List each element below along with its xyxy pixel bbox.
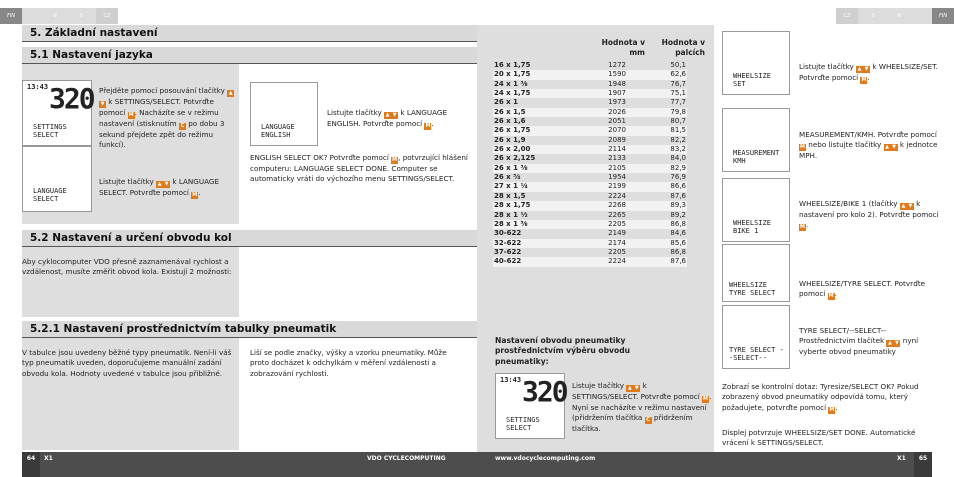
text-tyre-select: TYRE SELECT/--SELECT-- Prostřednictvím tlačítek ▲ ▼ nyní vyberte obvod pneumatiky — [799, 326, 919, 357]
table-row — [493, 164, 687, 173]
m-key-icon: M — [861, 77, 867, 83]
value-inch-cell: 79,8 — [627, 108, 687, 117]
tyre-size-cell: 26 x ³⁄₄ — [494, 173, 521, 182]
up-key-icon: ▲ — [901, 203, 906, 209]
table-row — [493, 201, 687, 210]
table-row — [493, 98, 687, 107]
table-row — [493, 182, 687, 191]
down-key-icon: ▼ — [164, 181, 169, 187]
value-mm-cell: 2105 — [567, 164, 627, 173]
value-mm-cell: 2199 — [567, 182, 627, 191]
down-key-icon: ▼ — [895, 340, 899, 347]
down-key-icon: ▼ — [908, 203, 913, 209]
value-mm-cell: 1948 — [608, 79, 626, 88]
up-key-icon: ▲ — [857, 66, 862, 72]
value-mm-cell: 2265 — [608, 210, 626, 219]
table-row — [493, 70, 687, 79]
tyre-size-table — [493, 61, 687, 267]
up-key-icon: ▲ — [888, 340, 892, 347]
footer-brand: VDO CYCLECOMPUTING — [367, 455, 446, 462]
table-row — [493, 126, 687, 135]
value-inch-cell: 82,9 — [627, 164, 687, 173]
m-key-icon: M — [392, 157, 398, 163]
table-row — [493, 220, 687, 229]
tyre-size-cell: 26 x 2,125 — [494, 154, 536, 163]
value-inch-cell: 86,8 — [670, 247, 686, 256]
text-wheelsize-tyre: WHEELSIZE/TYRE SELECT. Potvrďte pomocí M. — [799, 279, 926, 300]
section-5-2-1-heading: 5.2.1 Nastavení prostřednictvím tabulky pneumatik — [22, 321, 477, 338]
value-mm-cell: 2205 — [608, 247, 626, 256]
tab-s[interactable]: S — [79, 13, 83, 19]
down-key-icon: ▼ — [864, 66, 869, 72]
lcd-language-select: LANGUAGE SELECT — [22, 146, 92, 212]
table-row — [493, 248, 687, 257]
value-mm-cell: 1954 — [608, 173, 626, 182]
text-english-select-ok: ENGLISH SELECT OK? Potvrďte pomocí M, potvrzující hlášení computeru: LANGUAGE SELECT DONE. Computer se automaticky vrátí do výchozího menu SETTINGS/SELECT. — [250, 153, 468, 184]
tyre-size-cell: 20 x 1,75 — [493, 70, 567, 79]
tab-cz-right[interactable]: CZ — [836, 8, 858, 24]
text-language-english: Listujte tlačítky ▲ ▼ k LANGUAGE ENGLISH. Potvrďte pomocí M. — [327, 108, 448, 129]
language-tab-bar — [0, 8, 118, 24]
table-header-inch: Hodnota v palcích — [661, 38, 705, 57]
up-key-icon: ▲ — [885, 144, 890, 151]
down-key-icon: ▼ — [634, 385, 639, 391]
footer-url: www.vdocyclecomputing.com — [495, 455, 596, 462]
m-key-icon: M — [800, 224, 805, 231]
m-key-icon: M — [192, 192, 198, 198]
m-key-icon: M — [703, 396, 709, 402]
text-wheelsize-done: Displej potvrzuje WHEELSIZE/SET DONE. Automatické vrácení k SETTINGS/SELECT. — [722, 428, 916, 448]
tyre-size-cell: 40-622 — [493, 257, 567, 266]
c-key-icon: C — [180, 123, 185, 129]
tyre-size-cell: 27 x 1 ¹⁄₄ — [493, 182, 567, 191]
up-key-icon: ▲ — [627, 385, 632, 391]
down-key-icon: ▼ — [392, 112, 397, 118]
tyre-size-cell: 26 x 2,00 — [493, 145, 567, 154]
tyre-size-cell: 28 x 1,75 — [493, 201, 567, 210]
tyre-size-cell: 37-622 — [494, 247, 522, 256]
table-row — [493, 136, 687, 145]
table-row — [493, 229, 687, 238]
tyre-size-cell: 28 x 1 ⁵⁄₈ — [493, 220, 567, 229]
value-inch-cell: 62,6 — [627, 70, 687, 79]
value-mm-cell: 1590 — [567, 70, 627, 79]
table-row — [493, 80, 687, 89]
table-row — [493, 173, 687, 182]
left-page-number: 64 — [22, 452, 40, 477]
tab-n[interactable]: N — [53, 13, 57, 19]
value-inch-cell: 82,2 — [670, 135, 686, 144]
value-inch-cell: 83,2 — [627, 145, 687, 154]
tab-fin-right[interactable]: FIN — [932, 8, 954, 24]
tyre-size-cell: 26 x 1,9 — [494, 135, 526, 144]
table-row — [493, 108, 687, 117]
table-row — [493, 154, 687, 163]
value-inch-cell: 89,3 — [627, 201, 687, 210]
lcd-wheelsize-tyre: WHEELSIZE TYRE SELECT — [722, 244, 790, 302]
value-mm-cell: 2149 — [608, 229, 626, 238]
value-inch-cell: 85,6 — [627, 239, 687, 248]
value-inch-cell: 84,0 — [670, 154, 686, 163]
value-mm-cell: 1272 — [608, 61, 626, 69]
value-inch-cell: 80,7 — [670, 117, 686, 126]
value-inch-cell: 86,6 — [627, 182, 687, 191]
value-inch-cell: 75,1 — [627, 89, 687, 98]
table-header-mm: Hodnota v mm — [601, 38, 645, 57]
value-inch-cell: 87,6 — [627, 257, 687, 266]
value-inch-cell: 76,7 — [670, 79, 686, 88]
value-inch-cell: 84,6 — [670, 229, 686, 238]
table-row — [493, 61, 687, 70]
tyre-size-cell: 30-622 — [494, 229, 522, 238]
value-mm-cell: 2268 — [567, 201, 627, 210]
right-page — [477, 0, 954, 477]
lcd-wheelsize-set: WHEELSIZE SET — [722, 31, 790, 95]
text-settings-select: Přejděte pomocí posouvání tlačítky ▲▼ k SETTINGS/SELECT. Potvrďte pomocí M. Nacházíte se v režimu nastavení (stisknutím C po dobu 3 sekund přejdete zpět do režimu funkcí). — [99, 86, 233, 150]
text-tyre-variation: Liší se podle značky, výšky a vzorku pneumatiky. Může proto docházet k odchylkám v měření vzdálenosti a zobrazování rychlosti. — [250, 348, 447, 378]
tyre-size-cell: 26 x 1,5 — [493, 108, 567, 117]
right-page-number: 65 — [914, 452, 932, 477]
m-key-icon: M — [828, 293, 834, 300]
text-wheel-intro: Aby cyklocomputer VDO přesně zaznamenával rychlost a vzdálenost, musíte změřit obvod kola. Existují 2 možnosti: — [22, 257, 232, 277]
value-inch-cell: 77,7 — [670, 98, 686, 107]
tyre-size-cell: 26 x 1,6 — [494, 117, 526, 126]
section-5-2-heading: 5.2 Nastavení a určení obvodu kol — [22, 230, 477, 247]
lcd-measurement-kmh: MEASUREMENT KMH — [722, 108, 790, 172]
section-5-1-heading: 5.1 Nastavení jazyka — [22, 47, 477, 64]
value-inch-cell: 50,1 — [670, 61, 686, 69]
value-inch-cell: 89,2 — [670, 210, 686, 219]
m-key-icon: M — [128, 112, 134, 118]
table-row — [493, 257, 687, 266]
table-row — [493, 89, 687, 98]
value-mm-cell: 2089 — [608, 135, 626, 144]
lcd-settings-select-right: 13:43 320 SETTINGS SELECT — [495, 373, 565, 439]
text-wheelsize-bike1: WHEELSIZE/BIKE 1 (tlačítky ▲ ▼ k nastavení pro kolo 2). Potvrďte pomocí M. — [799, 199, 939, 231]
lcd-language-english: LANGUAGE ENGLISH — [250, 82, 318, 146]
value-inch-cell: 81,5 — [627, 126, 687, 135]
right-footer — [477, 452, 932, 477]
lcd-settings-select: 13:43 320 SETTINGS SELECT — [22, 80, 92, 146]
up-key-icon: ▲ — [385, 112, 390, 118]
tyre-select-heading: Nastavení obvodu pneumatiky prostřednictvím výběru obvodu pneumatiky: — [495, 336, 631, 366]
value-mm-cell: 2026 — [567, 108, 627, 117]
language-tab-bar-right — [836, 8, 954, 24]
text-tyresize-confirm: Zobrazí se kontrolní dotaz: Tyresize/SELECT OK? Pokud zobrazený obvod pneumatiky odpovídá tomu, který požadujete, potvrďte pomocí M. — [722, 382, 919, 413]
value-mm-cell: 2133 — [608, 154, 626, 163]
value-inch-cell: 86,8 — [627, 220, 687, 229]
tyre-size-cell: 26 x 1 ³⁄₈ — [493, 164, 567, 173]
value-mm-cell: 2114 — [567, 145, 627, 154]
table-row — [493, 239, 687, 248]
lcd-wheelsize-bike1: WHEELSIZE BIKE 1 — [722, 178, 790, 242]
value-inch-cell: 76,9 — [670, 173, 686, 182]
value-mm-cell: 2205 — [567, 220, 627, 229]
tab-s-right[interactable]: S — [871, 13, 875, 19]
text-wheelsize-set: Listujte tlačítky ▲ ▼ k WHEELSIZE/SET. Potvrďte pomocí M. — [799, 62, 938, 83]
value-mm-cell: 2051 — [608, 117, 626, 126]
tyre-size-cell: 28 x 1,5 — [494, 191, 526, 200]
table-row — [493, 211, 687, 220]
tab-cz[interactable]: CZ — [96, 8, 118, 24]
text-measurement-kmh: MEASUREMENT/KMH. Potvrďte pomocí M nebo listujte tlačítky ▲ ▼ k jednotce MPH. — [799, 130, 938, 161]
m-key-icon: M — [800, 144, 805, 151]
table-row — [493, 117, 687, 126]
left-model: X1 — [44, 455, 53, 462]
down-key-icon: ▼ — [892, 144, 897, 151]
table-row — [493, 145, 687, 154]
up-key-icon: ▲ — [228, 90, 233, 96]
up-key-icon: ▲ — [157, 181, 162, 187]
lcd-tyre-select: TYRE SELECT --SELECT-- — [722, 305, 790, 369]
m-key-icon: M — [425, 123, 431, 129]
table-row — [493, 192, 687, 201]
m-key-icon: M — [829, 406, 835, 413]
value-mm-cell: 2174 — [567, 239, 627, 248]
text-tyre-table-intro: V tabulce jsou uvedeny běžné typy pneumatik. Není-li váš typ pneumatik uveden, doporučujeme manuální zadání obvodu kola. Hodnoty uvedené v tabulce jsou přibližné. — [22, 348, 232, 378]
tyre-size-cell: 26 x 1,75 — [493, 126, 567, 135]
down-key-icon: ▼ — [100, 101, 105, 107]
section-5-heading: 5. Základní nastavení — [22, 25, 477, 42]
tyre-size-cell: 32-622 — [493, 239, 567, 248]
tab-fin[interactable]: FIN — [0, 8, 22, 24]
value-mm-cell: 2070 — [567, 126, 627, 135]
text-settings-select-right: Listuje tlačítky ▲ ▼ k SETTINGS/SELECT. Potvrďte pomocí M. Nyní se nacházíte v režimu nastavení (přidržením tlačítka C přidržením tlačítka. — [572, 381, 712, 434]
tyre-size-cell: 26 x 1 — [494, 98, 519, 107]
text-language-select: Listujte tlačítky ▲ ▼ k LANGUAGE SELECT. Potvrďte pomocí M. — [99, 177, 220, 198]
tyre-size-cell: 24 x 1,75 — [493, 89, 567, 98]
tab-n-right[interactable]: N — [897, 13, 901, 19]
value-mm-cell: 1907 — [567, 89, 627, 98]
tyre-size-cell: 24 x 1 ³⁄₈ — [494, 79, 528, 88]
tyre-size-cell: 16 x 1,75 — [494, 61, 531, 69]
right-model: X1 — [897, 455, 906, 462]
tyre-size-cell: 28 x 1 ¹⁄₂ — [494, 210, 528, 219]
value-mm-cell: 2224 — [608, 191, 626, 200]
value-inch-cell: 87,6 — [670, 191, 686, 200]
c-key-icon: C — [646, 417, 650, 424]
left-footer — [22, 452, 477, 477]
value-mm-cell: 1973 — [608, 98, 626, 107]
value-mm-cell: 2224 — [567, 257, 627, 266]
